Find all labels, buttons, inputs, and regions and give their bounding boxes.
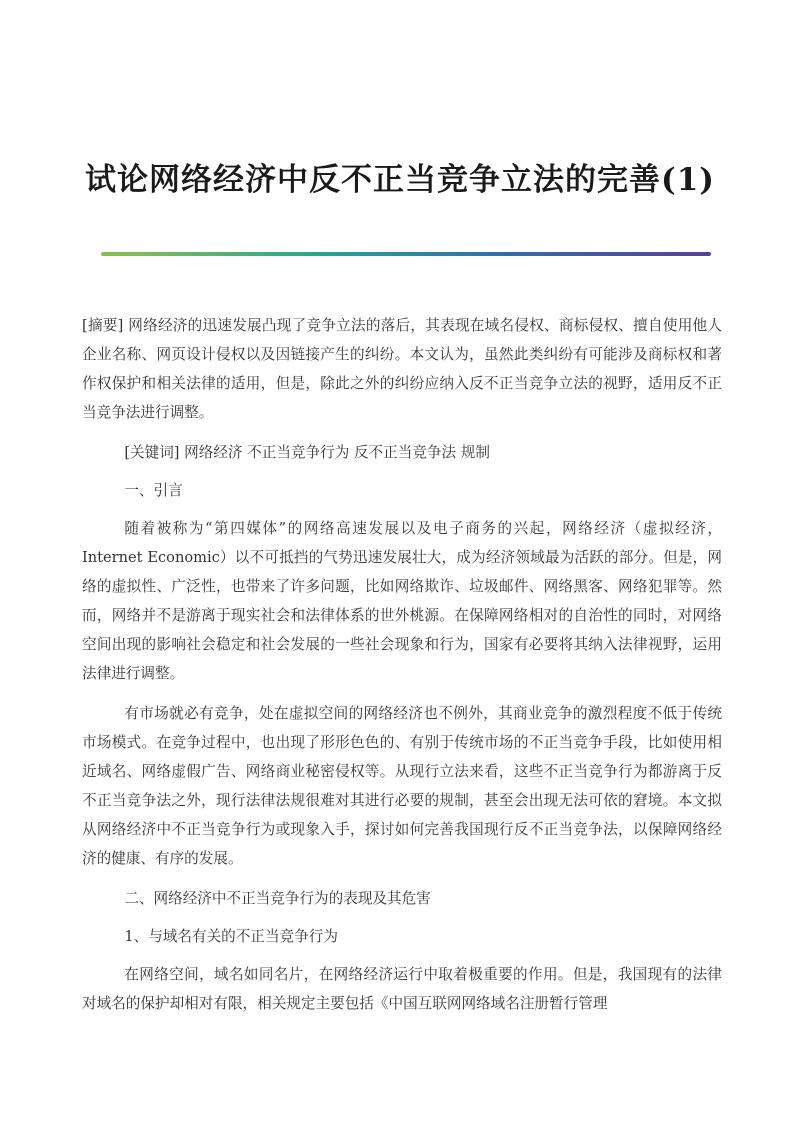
title-divider: [101, 252, 711, 256]
body-paragraph: 有市场就必有竞争，处在虚拟空间的网络经济也不例外，其商业竞争的激烈程度不低于传统市场模式。在竞争过程中，也出现了形形色色的、有别于传统市场的不正当竞争手段，比如使用相近域名、网络虚假广告、网络商业秘密侵权等。从现行立法来看，这些不正当竞争行为都游离于反不正当竞争法之外，现行法律法规很难对其进行必要的规制，甚至会出现无法可依的窘境。本文拟从网络经济中不正当竞争行为或现象入手，探讨如何完善我国现行反不正当竞争法，以保障网络经济的健康、有序的发展。: [82, 705, 722, 867]
section-heading-unfair-competition: 二、网络经济中不正当竞争行为的表现及其危害: [124, 890, 431, 907]
document-body: [82, 311, 722, 1029]
section-heading-introduction: 一、引言: [124, 482, 183, 499]
subsection-heading-domain-names: 1、与域名有关的不正当竞争行为: [124, 928, 338, 945]
abstract-paragraph: [摘要] 网络经济的迅速发展凸现了竞争立法的落后，其表现在域名侵权、商标侵权、擅自使用他人企业名称、网页设计侵权以及因链接产生的纠纷。本文认为，虽然此类纠纷有可能涉及商标权和著作权保护和相关法律的适用，但是，除此之外的纠纷应纳入反不正当竞争立法的视野，适用反不正当竞争法进行调整。: [82, 317, 722, 421]
keywords-paragraph: [关键词] 网络经济 不正当竞争行为 反不正当竞争法 规制: [124, 444, 490, 461]
document-title: 试论网络经济中反不正当竞争立法的完善(1): [85, 162, 715, 198]
body-paragraph: 在网络空间，域名如同名片，在网络经济运行中取着极重要的作用。但是，我国现有的法律对域名的保护却相对有限，相关规定主要包括《中国互联网网络域名注册暂行管理: [82, 966, 722, 1012]
body-paragraph: 随着被称为“第四媒体”的网络高速发展以及电子商务的兴起，网络经济（虚拟经济，Internet Economic）以不可抵挡的气势迅速发展壮大，成为经济领域最为活跃的部分。但是，网络的虚拟性、广泛性，也带来了许多问题，比如网络欺诈、垃圾邮件、网络黑客、网络犯罪等。然而，网络并不是游离于现实社会和法律体系的世外桃源。在保障网络相对的自治性的同时，对网络空间出现的影响社会稳定和社会发展的一些社会现象和行为，国家有必要将其纳入法律视野，运用法律进行调整。: [82, 520, 722, 682]
